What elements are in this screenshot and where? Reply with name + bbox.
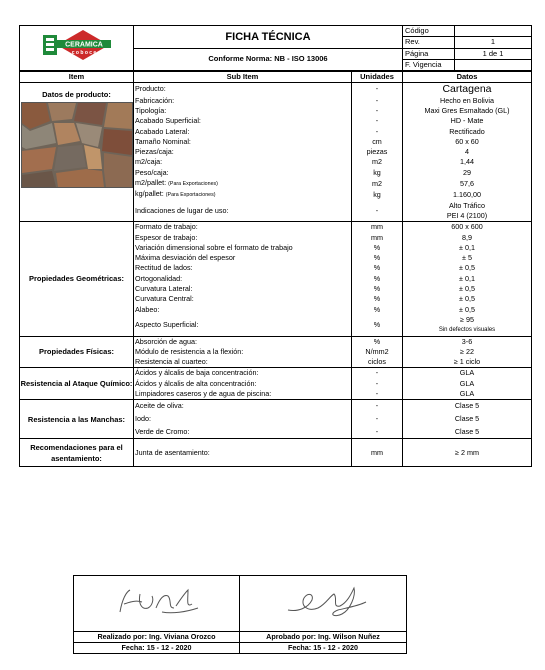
spec-value: 1,44 [403, 157, 532, 167]
meta-value: 1 de 1 [455, 48, 532, 59]
spec-sub-item: Ácidos y álcalis de alta concentración: [134, 379, 352, 389]
spec-unit: mm [352, 439, 403, 467]
spec-sub-item: Acabado Lateral: [134, 127, 352, 137]
spec-unit: m2 [352, 157, 403, 167]
spec-value: ≥ 2 mm [403, 439, 532, 467]
spec-unit: cm [352, 137, 403, 147]
spec-value: Cartagena [403, 83, 532, 96]
spec-value: ± 0,1 [403, 274, 532, 284]
section-geometric-title: Propiedades Geométricas: [20, 222, 134, 336]
spec-sub-item: Máxima desviación del espesor [134, 253, 352, 263]
spec-value: 1.160,00 [403, 189, 532, 200]
sheet-title: FICHA TÉCNICA [134, 26, 403, 49]
approved-date: Fecha: 15 - 12 - 2020 [240, 643, 407, 654]
spec-sub-item: Resistencia al cuarteo: [134, 357, 352, 368]
spec-unit: - [352, 201, 403, 222]
column-header-item: Item [20, 72, 134, 83]
spec-value: ≥ 95 [403, 315, 532, 325]
section-product-title: Datos de producto: [42, 90, 111, 100]
spec-unit: % [352, 336, 403, 347]
meta-key: Página [403, 48, 455, 59]
spec-unit: % [352, 305, 403, 315]
spec-value: Sin defectos visuales [403, 325, 532, 336]
spec-sub-item: Iodo: [134, 413, 352, 426]
column-header-data: Datos [403, 72, 532, 83]
header-table [19, 25, 532, 71]
meta-key: Código [403, 26, 455, 37]
spec-value: GLA [403, 379, 532, 389]
spec-value: ± 5 [403, 253, 532, 263]
svg-text:CERAMICA: CERAMICA [64, 41, 103, 49]
spec-unit: mm [352, 222, 403, 233]
spec-sub-item: Tamaño Nominal: [134, 137, 352, 147]
spec-value: ≥ 22 [403, 347, 532, 357]
spec-unit: % [352, 253, 403, 263]
spec-value: Clase 5 [403, 400, 532, 413]
spec-unit: - [352, 426, 403, 439]
spec-sub-item: Verde de Cromo: [134, 426, 352, 439]
section-recommendations-title: Recomendaciones para el asentamiento: [20, 439, 134, 467]
section-physical-title: Propiedades Físicas: [20, 336, 134, 368]
spec-unit: % [352, 274, 403, 284]
spec-value: ± 0,5 [403, 284, 532, 294]
norma-label: Conforme Norma: NB - ISO 13006 [134, 48, 403, 71]
made-by-label: Realizado por: Ing. Viviana Orozco [74, 632, 240, 643]
spec-value: ≥ 1 ciclo [403, 357, 532, 368]
spec-unit: kg [352, 189, 403, 200]
company-logo [20, 26, 134, 71]
spec-unit: - [352, 83, 403, 96]
meta-value [455, 59, 532, 70]
spec-sub-item: Ácidos y álcalis de baja concentración: [134, 368, 352, 379]
spec-sub-item: Rectitud de lados: [134, 263, 352, 273]
signature-table [73, 575, 407, 654]
spec-value: 4 [403, 147, 532, 157]
column-header-sub-item: Sub Item [134, 72, 352, 83]
spec-sub-item: Indicaciones de lugar de uso: [134, 201, 352, 222]
spec-value: GLA [403, 389, 532, 400]
product-tile-image [21, 102, 133, 188]
svg-text:c o b o c e: c o b o c e [71, 50, 96, 57]
spec-unit: kg [352, 168, 403, 178]
spec-sub-item: m2/caja: [134, 157, 352, 167]
section-product [20, 83, 134, 222]
spec-value: Clase 5 [403, 426, 532, 439]
spec-value: ± 0,1 [403, 243, 532, 253]
meta-key: F. Vigencia [403, 59, 455, 70]
spec-value: Maxi Gres Esmaltado (GL) [403, 106, 532, 116]
spec-value: Hecho en Bolivia [403, 96, 532, 106]
export-note: (Para Exportaciones) [168, 181, 218, 188]
spec-sub-item: Peso/caja: [134, 168, 352, 178]
spec-unit: ciclos [352, 357, 403, 368]
meta-value [455, 26, 532, 37]
spec-sub-item: Aspecto Superficial: [134, 315, 352, 336]
spec-unit: N/mm2 [352, 347, 403, 357]
approved-by-label: Aprobado por: Ing. Wilson Nuñez [240, 632, 407, 643]
column-header-units: Unidades [352, 72, 403, 83]
signature-made-by [74, 576, 240, 632]
spec-sub-item: Variación dimensional sobre el formato de trabajo [134, 243, 352, 253]
spec-value: 3-6 [403, 336, 532, 347]
spec-unit: - [352, 389, 403, 400]
spec-sub-item: Curvatura Central: [134, 294, 352, 304]
section-stains-title: Resistencia a las Manchas: [20, 400, 134, 439]
spec-sub-item: Piezas/caja: [134, 147, 352, 157]
spec-unit: - [352, 127, 403, 137]
spec-sub-item: Fabricación: [134, 96, 352, 106]
column-header-row [20, 72, 532, 83]
spec-value: Alto Tráfico [403, 201, 532, 211]
spec-value: ± 0,5 [403, 263, 532, 273]
handwritten-signature-1 [102, 582, 212, 622]
spec-sub-item: Alabeo: [134, 305, 352, 315]
spec-sub-item: Junta de asentamiento: [134, 439, 352, 467]
spec-value: ± 0,5 [403, 305, 532, 315]
spec-unit: m2 [352, 178, 403, 189]
spec-unit: - [352, 116, 403, 126]
meta-key: Rev. [403, 37, 455, 48]
meta-value: 1 [455, 37, 532, 48]
spec-unit: - [352, 413, 403, 426]
spec-unit: - [352, 106, 403, 116]
spec-unit: % [352, 315, 403, 336]
spec-value: 8,9 [403, 233, 532, 243]
spec-value: PEI 4 (2100) [403, 211, 532, 222]
made-date: Fecha: 15 - 12 - 2020 [74, 643, 240, 654]
spec-value: Rectificado [403, 127, 532, 137]
spec-unit: - [352, 96, 403, 106]
spec-unit: % [352, 263, 403, 273]
spec-sub-item: Limpiadores caseros y de agua de piscina: [134, 389, 352, 400]
spec-sub-item: Acabado Superficial: [134, 116, 352, 126]
spec-unit: - [352, 400, 403, 413]
spec-unit: % [352, 294, 403, 304]
spec-sub-item: Tipología: [134, 106, 352, 116]
spec-sub-item: Curvatura Lateral: [134, 284, 352, 294]
spec-value: ± 0,5 [403, 294, 532, 304]
spec-value: 29 [403, 168, 532, 178]
spec-sub-item: Absorción de agua: [134, 336, 352, 347]
spec-value: HD - Mate [403, 116, 532, 126]
spec-sub-item: Producto: [134, 83, 352, 96]
spec-unit: % [352, 243, 403, 253]
spec-unit: - [352, 379, 403, 389]
spec-table [19, 71, 532, 467]
spec-unit: % [352, 284, 403, 294]
spec-unit: mm [352, 233, 403, 243]
export-note: (Para Exportaciones) [165, 192, 216, 199]
spec-sub-item: Ortogonalidad: [134, 274, 352, 284]
spec-value: GLA [403, 368, 532, 379]
technical-sheet [19, 25, 531, 467]
spec-value: 60 x 60 [403, 137, 532, 147]
spec-value: 57,6 [403, 178, 532, 189]
spec-unit: - [352, 368, 403, 379]
spec-sub-item: Aceite de oliva: [134, 400, 352, 413]
spec-unit: piezas [352, 147, 403, 157]
spec-sub-item: m2/pallet: (Para Exportaciones) [134, 178, 352, 189]
spec-sub-item: Espesor de trabajo: [134, 233, 352, 243]
section-chemical-title: Resistencia al Ataque Químico: [20, 368, 134, 400]
spec-sub-item: Formato de trabajo: [134, 222, 352, 233]
spec-value: 600 x 600 [403, 222, 532, 233]
handwritten-signature-2 [268, 582, 378, 622]
spec-sub-item: kg/pallet: (Para Exportaciones) [134, 189, 352, 200]
signature-approved-by [240, 576, 407, 632]
spec-sub-item: Módulo de resistencia a la flexión: [134, 347, 352, 357]
spec-value: Clase 5 [403, 413, 532, 426]
